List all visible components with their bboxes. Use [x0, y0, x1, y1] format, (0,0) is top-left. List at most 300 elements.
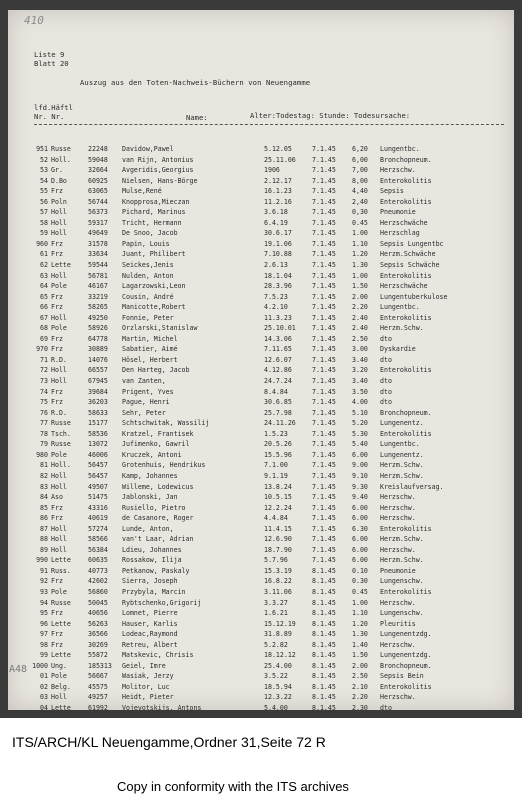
record-death-date: 7.1.45 — [312, 334, 336, 343]
record-birth-date: 12.6.07 — [264, 355, 292, 364]
record-death-time: 1.10 — [352, 609, 368, 618]
record-prisoner-number: 15177 — [88, 419, 108, 428]
record-number: 67 — [40, 313, 48, 322]
record-cause: Lungenschw. — [380, 609, 424, 618]
record-death-time: 1.00 — [352, 598, 368, 607]
record-number: 03 — [40, 693, 48, 702]
record-row — [18, 408, 510, 419]
record-number: 83 — [40, 482, 48, 491]
record-death-time: 5.30 — [352, 429, 368, 438]
record-name: van't Laar, Adrian — [122, 535, 194, 544]
record-nationality: Holl — [51, 218, 67, 227]
record-prisoner-number: 42602 — [88, 577, 108, 586]
record-number: 73 — [40, 377, 48, 386]
record-death-date: 7.1.45 — [312, 545, 336, 554]
record-number: 75 — [40, 398, 48, 407]
record-name: Cousin, André — [122, 292, 174, 301]
record-prisoner-number: 49250 — [88, 313, 108, 322]
record-nationality: Poln — [51, 197, 67, 206]
record-prisoner-number: 60635 — [88, 556, 108, 565]
record-cause: Lungentuberkulose — [380, 292, 448, 301]
record-death-date: 7.1.45 — [312, 387, 336, 396]
record-name: Martin, Michel — [122, 334, 178, 343]
record-row — [18, 460, 510, 471]
record-row — [18, 682, 510, 693]
record-name: Retreu, Albert — [122, 640, 178, 649]
record-birth-date: 24.11.26 — [264, 419, 296, 428]
record-cause: Pneumonie — [380, 566, 416, 575]
record-row — [18, 365, 510, 376]
record-birth-date: 16.8.22 — [264, 577, 292, 586]
record-death-time: 6.00 — [352, 556, 368, 565]
record-nationality: Holl — [51, 524, 67, 533]
record-nationality: Frz — [51, 292, 63, 301]
record-nationality: Lette — [51, 261, 71, 270]
record-cause: Herzschlag — [380, 229, 420, 238]
record-number: 74 — [40, 387, 48, 396]
record-name: Molitor, Luc — [122, 682, 170, 691]
record-death-date: 8.1.45 — [312, 693, 336, 702]
record-name: Jufimenko, Gawril — [122, 440, 190, 449]
record-number: 84 — [40, 493, 48, 502]
record-row — [18, 218, 510, 229]
record-nationality: Russ. — [51, 566, 71, 575]
record-birth-date: 12.2.24 — [264, 503, 292, 512]
record-row — [18, 323, 510, 334]
record-row — [18, 471, 510, 482]
record-number: 1000 — [32, 661, 48, 670]
margin-annotation: 410 — [24, 14, 44, 27]
record-row — [18, 545, 510, 556]
record-nationality: Holl — [51, 229, 67, 238]
record-death-time: 7,00 — [352, 166, 368, 175]
record-row — [18, 671, 510, 682]
record-cause: Lungentbc. — [380, 145, 420, 153]
record-number: 79 — [40, 440, 48, 449]
record-death-time: 0.45 — [352, 587, 368, 596]
record-cause: Kreislaufversag. — [380, 482, 444, 491]
record-nationality: Pole — [51, 324, 67, 333]
record-death-date: 7.1.45 — [312, 282, 336, 291]
record-name: Ldieu, Johannes — [122, 545, 182, 554]
record-death-date: 7.1.45 — [312, 419, 336, 428]
header-rule — [34, 124, 504, 125]
record-row — [18, 344, 510, 355]
record-prisoner-number: 49507 — [88, 482, 108, 491]
record-name: Petkanow, Paskaly — [122, 566, 190, 575]
record-birth-date: 16.1.23 — [264, 187, 292, 196]
record-number: 66 — [40, 303, 48, 312]
record-nationality: Russe — [51, 440, 71, 449]
record-name: Knopprosa,Mieczan — [122, 197, 190, 206]
record-nationality: Holl. — [51, 155, 71, 164]
record-birth-date: 1.6.21 — [264, 609, 288, 618]
record-birth-date: 9.1.19 — [264, 471, 288, 480]
record-prisoner-number: 67945 — [88, 377, 108, 386]
record-row — [18, 534, 510, 545]
record-name: Lunde, Anton, — [122, 524, 174, 533]
record-death-date: 7.1.45 — [312, 261, 336, 270]
record-nationality: Pole — [51, 587, 67, 596]
record-death-date: 8.1.45 — [312, 566, 336, 575]
record-prisoner-number: 56781 — [88, 271, 108, 280]
record-birth-date: 5.2.82 — [264, 640, 288, 649]
record-prisoner-number: 56457 — [88, 471, 108, 480]
record-death-time: 6,00 — [352, 155, 368, 164]
record-prisoner-number: 58566 — [88, 535, 108, 544]
record-row — [18, 608, 510, 619]
record-death-time: 3.50 — [352, 387, 368, 396]
record-death-date: 7.1.45 — [312, 345, 336, 354]
record-nationality: Frz — [51, 345, 63, 354]
side-annotation: A48 — [9, 664, 28, 675]
record-cause: Lungenentz. — [380, 450, 424, 459]
record-birth-date: 1.5.23 — [264, 429, 288, 438]
record-row — [18, 397, 510, 408]
record-birth-date: 11.2.16 — [264, 197, 292, 206]
record-birth-date: 28.3.96 — [264, 282, 292, 291]
record-nationality: Frz — [51, 577, 63, 586]
record-prisoner-number: 57274 — [88, 524, 108, 533]
record-birth-date: 1906 — [264, 166, 280, 175]
record-nationality: Frz — [51, 630, 63, 639]
record-cause: Herzm.Schw. — [380, 535, 424, 544]
record-prisoner-number: 22248 — [88, 145, 108, 153]
record-death-date: 8.1.45 — [312, 598, 336, 607]
record-death-time: 3.20 — [352, 366, 368, 375]
record-cause: Herzschw. — [380, 514, 416, 523]
record-death-date: 7.1.45 — [312, 166, 336, 175]
record-number: 65 — [40, 292, 48, 301]
record-cause: Herzschw. — [380, 598, 416, 607]
record-cause: Dyskardie — [380, 345, 416, 354]
record-death-time: 5.20 — [352, 419, 368, 428]
record-cause: Lungenentzdg. — [380, 651, 432, 660]
record-name: Kratzel, Frantisek — [122, 429, 194, 438]
record-birth-date: 30.6.17 — [264, 229, 292, 238]
record-prisoner-number: 185313 — [88, 661, 112, 670]
record-death-date: 7.1.45 — [312, 514, 336, 523]
record-number: 85 — [40, 503, 48, 512]
record-death-date: 7.1.45 — [312, 155, 336, 164]
record-prisoner-number: 59317 — [88, 218, 108, 227]
record-name: Pichard, Marinus — [122, 208, 186, 217]
record-name: van Zanten, — [122, 377, 166, 386]
record-death-date: 8.1.45 — [312, 609, 336, 618]
record-prisoner-number: 63065 — [88, 187, 108, 196]
record-cause: dto — [380, 703, 392, 712]
record-death-time: 4,40 — [352, 187, 368, 196]
record-cause: Enterokolitis — [380, 176, 432, 185]
record-death-time: 1.50 — [352, 282, 368, 291]
record-number: 92 — [40, 577, 48, 586]
record-number: 69 — [40, 334, 48, 343]
record-name: Pague, Henri — [122, 398, 170, 407]
record-nationality: Pole — [51, 282, 67, 291]
record-number: 55 — [40, 187, 48, 196]
record-nationality: Lette — [51, 651, 71, 660]
record-prisoner-number: 32664 — [88, 166, 108, 175]
record-death-time: 0.45 — [352, 218, 368, 227]
record-row — [18, 429, 510, 440]
record-nationality: Frz — [51, 609, 63, 618]
record-death-time: 9.10 — [352, 471, 368, 480]
record-row — [18, 155, 510, 166]
record-nationality: Frz — [51, 640, 63, 649]
record-cause: Sepsis Schwäche — [380, 261, 440, 270]
record-row — [18, 197, 510, 208]
record-name: de Casanore, Roger — [122, 514, 194, 523]
record-row — [18, 260, 510, 271]
record-death-date: 7.1.45 — [312, 324, 336, 333]
record-birth-date: 11.4.15 — [264, 524, 292, 533]
column-header-name: Name: — [186, 113, 208, 122]
record-number: 98 — [40, 640, 48, 649]
record-death-time: 5.10 — [352, 408, 368, 417]
record-nationality: Frz — [51, 250, 63, 259]
record-nationality: Frz — [51, 239, 63, 248]
record-prisoner-number: 56744 — [88, 197, 108, 206]
record-nationality: Frz — [51, 187, 63, 196]
record-cause: Enterokolitis — [380, 366, 432, 375]
record-death-date: 8.1.45 — [312, 640, 336, 649]
record-nationality: R.D. — [51, 408, 67, 417]
record-name: Nielsen, Hans-Börge — [122, 176, 198, 185]
record-birth-date: 7.1.00 — [264, 461, 288, 470]
record-name: Papin, Louis — [122, 239, 170, 248]
record-prisoner-number: 58265 — [88, 303, 108, 312]
record-number: 53 — [40, 166, 48, 175]
record-death-time: 9.00 — [352, 461, 368, 470]
record-prisoner-number: 40773 — [88, 566, 108, 575]
record-cause: Enterokolitis — [380, 682, 432, 691]
record-birth-date: 5.12.05 — [264, 145, 292, 153]
record-death-time: 3.40 — [352, 355, 368, 364]
record-prisoner-number: 46006 — [88, 450, 108, 459]
record-death-time: 1.30 — [352, 630, 368, 639]
record-death-time: 2.00 — [352, 661, 368, 670]
record-death-date: 7.1.45 — [312, 313, 336, 322]
record-death-date: 7.1.45 — [312, 239, 336, 248]
record-row — [18, 165, 510, 176]
record-name: Przybyla, Marcin — [122, 587, 186, 596]
archive-caption: ITS/ARCH/KL Neuengamme,Ordner 31,Seite 72 R — [12, 734, 326, 750]
record-row — [18, 482, 510, 493]
record-death-date: 7.1.45 — [312, 524, 336, 533]
record-row — [18, 587, 510, 598]
record-cause: Enterokolitis — [380, 197, 432, 206]
record-death-time: 1.50 — [352, 651, 368, 660]
record-death-date: 7.1.45 — [312, 482, 336, 491]
record-nationality: Holl — [51, 366, 67, 375]
record-cause: Herzschw. — [380, 493, 416, 502]
record-name: Seickes,Jenis — [122, 261, 174, 270]
record-death-time: 1.40 — [352, 640, 368, 649]
record-prisoner-number: 13072 — [88, 440, 108, 449]
record-cause: Herzschwäche — [380, 282, 428, 291]
record-cause: Herzm.Schw. — [380, 324, 424, 333]
record-death-date: 7.1.45 — [312, 355, 336, 364]
record-death-date: 7.1.45 — [312, 408, 336, 417]
record-nationality: Holl — [51, 535, 67, 544]
record-prisoner-number: 39684 — [88, 387, 108, 396]
record-cause: Bronchopneum. — [380, 408, 432, 417]
record-death-date: 8.1.45 — [312, 577, 336, 586]
record-death-date: 7.1.45 — [312, 229, 336, 238]
record-row — [18, 186, 510, 197]
column-header-number: lfd.Häftl — [34, 103, 73, 112]
record-prisoner-number: 46167 — [88, 282, 108, 291]
list-label: Liste 9 — [34, 50, 65, 59]
record-name: Jablonski, Jan — [122, 493, 178, 502]
record-birth-date: 3.3.27 — [264, 598, 288, 607]
record-prisoner-number: 56384 — [88, 545, 108, 554]
record-cause: Sepsis Bein — [380, 672, 424, 681]
record-number: 86 — [40, 514, 48, 523]
record-prisoner-number: 36566 — [88, 630, 108, 639]
record-nationality: Russe — [51, 598, 71, 607]
record-birth-date: 15.5.96 — [264, 450, 292, 459]
record-death-time: 6.00 — [352, 503, 368, 512]
record-birth-date: 25.10.01 — [264, 324, 296, 333]
record-death-date: 7.1.45 — [312, 377, 336, 386]
record-name: Lomnet, Pierre — [122, 609, 178, 618]
record-cause: Enterokolitis — [380, 271, 432, 280]
record-death-date: 7.1.45 — [312, 303, 336, 312]
record-birth-date: 8.4.84 — [264, 387, 288, 396]
record-death-time: 6.30 — [352, 524, 368, 533]
record-death-time: 1.00 — [352, 271, 368, 280]
record-death-time: 5.40 — [352, 440, 368, 449]
record-nationality: Frz — [51, 503, 63, 512]
record-name: Davidow,Pawel — [122, 145, 174, 153]
record-cause: Pleuritis — [380, 619, 416, 628]
record-nationality: Holl — [51, 545, 67, 554]
record-name: Wasiak, Jerzy — [122, 672, 174, 681]
record-row — [18, 207, 510, 218]
record-number: 88 — [40, 535, 48, 544]
record-number: 97 — [40, 630, 48, 639]
record-row — [18, 692, 510, 703]
record-birth-date: 5.7.96 — [264, 556, 288, 565]
record-death-date: 7.1.45 — [312, 176, 336, 185]
record-death-date: 7.1.45 — [312, 503, 336, 512]
record-row — [18, 228, 510, 239]
record-cause: Herzschw. — [380, 545, 416, 554]
record-name: Schtschwitak, Wassilij — [122, 419, 210, 428]
record-row — [18, 513, 510, 524]
record-prisoner-number: 36203 — [88, 398, 108, 407]
record-prisoner-number: 64778 — [88, 334, 108, 343]
record-name: Mulse,René — [122, 187, 162, 196]
record-death-date: 8.1.45 — [312, 672, 336, 681]
record-name: Juant, Philibert — [122, 250, 186, 259]
record-birth-date: 2.6.13 — [264, 261, 288, 270]
record-name: Tricht, Hermann — [122, 218, 182, 227]
document-title: Auszug aus den Toten-Nachweis-Büchern von Neuengamme — [80, 78, 311, 87]
record-name: Lodeac,Raymond — [122, 630, 178, 639]
record-cause: Herzschw. — [380, 640, 416, 649]
record-death-time: 2.40 — [352, 313, 368, 322]
record-cause: Herzm.Schwäche — [380, 250, 436, 259]
record-death-date: 7.1.45 — [312, 145, 336, 153]
record-row — [18, 313, 510, 324]
record-nationality: Holl — [51, 208, 67, 217]
record-prisoner-number: 30269 — [88, 640, 108, 649]
record-birth-date: 7.11.65 — [264, 345, 292, 354]
record-name: Sabatier, Aimé — [122, 345, 178, 354]
record-row — [18, 703, 510, 714]
record-cause: dto — [380, 355, 392, 364]
record-cause: dto — [380, 334, 392, 343]
record-cause: Herzm.Schw. — [380, 461, 424, 470]
record-name: Den Harteg, Jacob — [122, 366, 190, 375]
record-birth-date: 4.4.84 — [264, 514, 288, 523]
record-number: 96 — [40, 619, 48, 628]
record-birth-date: 3.5.22 — [264, 672, 288, 681]
record-death-time: 2.20 — [352, 303, 368, 312]
record-cause: Lungenentz. — [380, 419, 424, 428]
record-row — [18, 376, 510, 387]
record-number: 951 — [36, 145, 48, 153]
record-birth-date: 24.7.24 — [264, 377, 292, 386]
record-number: 68 — [40, 324, 48, 333]
record-name: Sehr, Peter — [122, 408, 166, 417]
record-cause: Herzschw. — [380, 503, 416, 512]
record-nationality: Holl — [51, 482, 67, 491]
record-nationality: Ung. — [51, 661, 67, 670]
record-cause: Herzm.Schw. — [380, 556, 424, 565]
record-number: 99 — [40, 651, 48, 660]
record-nationality: Aso — [51, 493, 63, 502]
record-name: Rusiello, Pietro — [122, 503, 186, 512]
record-death-time: 3.40 — [352, 377, 368, 386]
record-nationality: Frz — [51, 303, 63, 312]
record-prisoner-number: 56457 — [88, 461, 108, 470]
record-cause: Herzschwäche — [380, 218, 428, 227]
record-name: Rybtschenko,Grigorij — [122, 598, 202, 607]
record-name: Nulden, Anton — [122, 271, 174, 280]
record-name: van Rijn, Antonius — [122, 155, 194, 164]
record-death-time: 3.00 — [352, 345, 368, 354]
record-nationality: Holl. — [51, 461, 71, 470]
record-name: Matskevic, Chrisis — [122, 651, 194, 660]
record-number: 52 — [40, 155, 48, 164]
record-row — [18, 598, 510, 609]
record-prisoner-number: 33219 — [88, 292, 108, 301]
record-birth-date: 7.5.23 — [264, 292, 288, 301]
record-birth-date: 19.1.06 — [264, 239, 292, 248]
record-birth-date: 4.12.86 — [264, 366, 292, 375]
record-number: 58 — [40, 218, 48, 227]
record-prisoner-number: 55872 — [88, 651, 108, 660]
record-prisoner-number: 58633 — [88, 408, 108, 417]
record-cause: Enterokolitis — [380, 587, 432, 596]
record-cause: Sepsis — [380, 187, 404, 196]
record-row — [18, 450, 510, 461]
record-row — [18, 503, 510, 514]
record-death-date: 7.1.45 — [312, 398, 336, 407]
record-death-date: 7.1.45 — [312, 208, 336, 217]
record-prisoner-number: 59048 — [88, 155, 108, 164]
record-death-date: 8.1.45 — [312, 651, 336, 660]
record-nationality: Russe — [51, 145, 71, 153]
record-death-date: 7.1.45 — [312, 493, 336, 502]
record-number: 54 — [40, 176, 48, 185]
record-prisoner-number: 56860 — [88, 587, 108, 596]
record-name: Willeme, Lodewicus — [122, 482, 194, 491]
document-page — [8, 10, 514, 710]
